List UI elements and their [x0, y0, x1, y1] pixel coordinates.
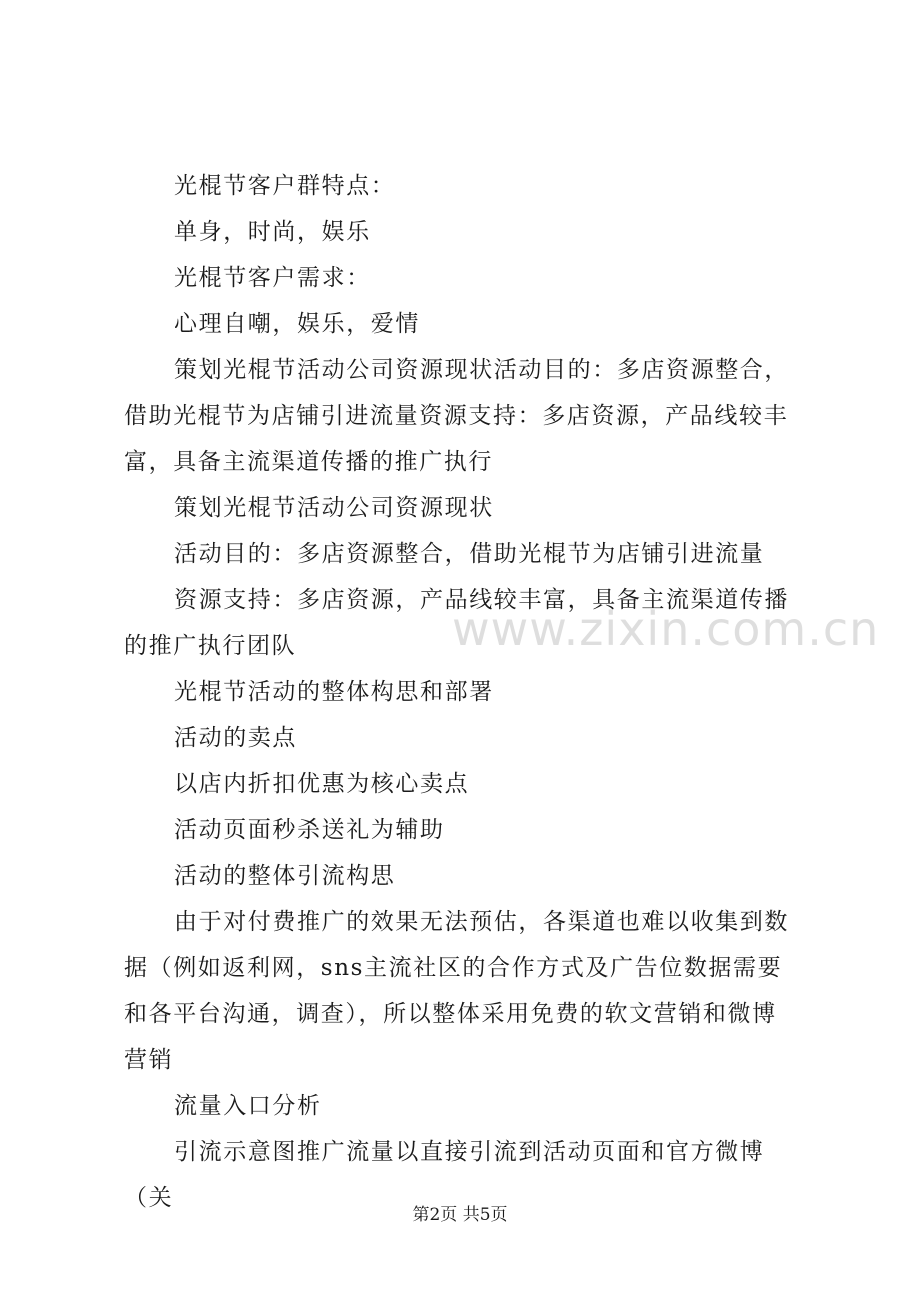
paragraph: 流量入口分析	[174, 1093, 322, 1119]
paragraph: 心理自嘲，娱乐，爱情	[174, 311, 420, 337]
paragraph: 光棍节客户群特点：	[174, 173, 396, 199]
paragraph: 由于对付费推广的效果无法预估，各渠道也难以收集到数据（例如返利网，sns主流社区的合作方式及广告位数据需要和各平台沟通，调查），所以整体采用免费的软文营销和微博营销	[124, 909, 789, 1073]
paragraph: 引流示意图推广流量以直接引流到活动页面和官方微博（关	[124, 1139, 765, 1211]
paragraph: 策划光棍节活动公司资源现状活动目的：多店资源整合，借助光棍节为店铺引进流量资源支持：多店资源，产品线较丰富，具备主流渠道传播的推广执行	[124, 357, 789, 475]
paragraph: 单身，时尚，娱乐	[174, 219, 371, 245]
paragraph: 光棍节活动的整体构思和部署	[174, 679, 494, 705]
watermark: www.zixin.com.cn	[452, 602, 880, 656]
paragraph: 资源支持：多店资源，产品线较丰富，具备主流渠道传播的推广执行团队	[124, 587, 789, 659]
paragraph: 活动的卖点	[174, 725, 297, 751]
paragraph: 以店内折扣优惠为核心卖点	[174, 771, 470, 797]
paragraph: 策划光棍节活动公司资源现状	[174, 495, 494, 521]
paragraph: 活动目的：多店资源整合，借助光棍节为店铺引进流量	[174, 541, 765, 567]
document-body	[124, 163, 800, 1221]
paragraph: 光棍节客户需求：	[174, 265, 371, 291]
page-footer: 第2页 共5页	[412, 1205, 508, 1225]
paragraph: 活动的整体引流构思	[174, 863, 396, 889]
paragraph: 活动页面秒杀送礼为辅助	[174, 817, 445, 843]
